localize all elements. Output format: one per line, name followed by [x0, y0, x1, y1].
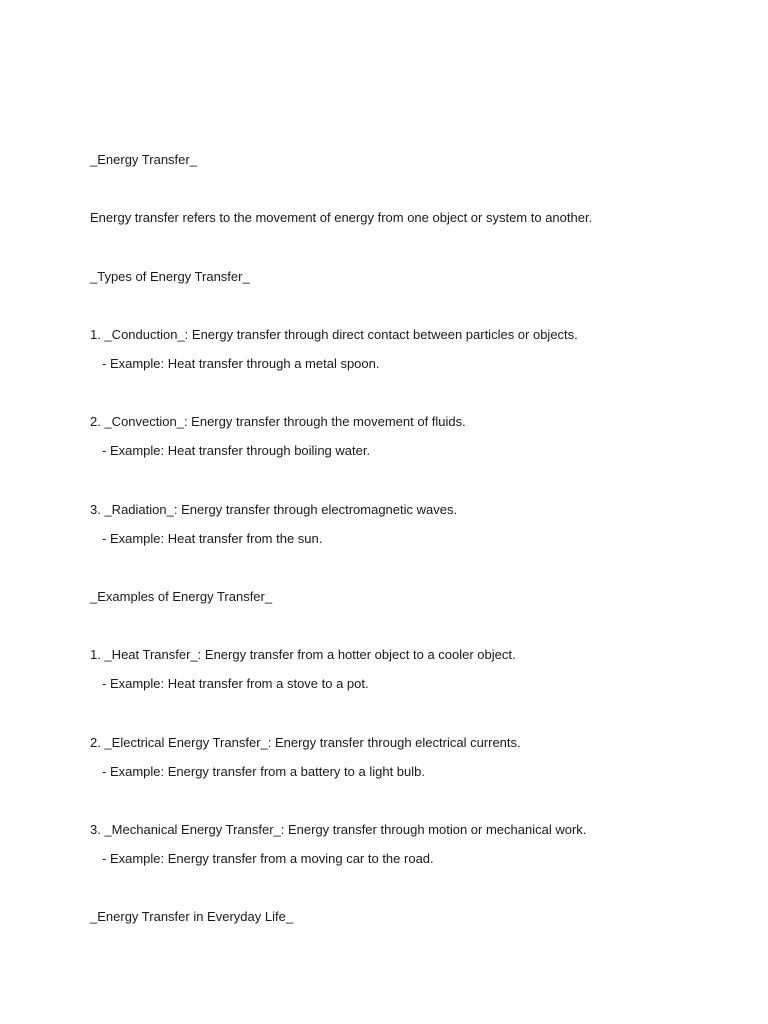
example-item-heat: 1. _Heat Transfer_: Energy transfer from a hotter object to a cooler object.	[90, 647, 516, 662]
type-item-conduction: 1. _Conduction_: Energy transfer through direct contact between particles or objects.	[90, 327, 578, 342]
type-example-convection: - Example: Heat transfer through boiling water.	[102, 443, 371, 458]
document-title: _Energy Transfer_	[90, 152, 197, 167]
types-heading: _Types of Energy Transfer_	[90, 269, 250, 284]
example-detail-electrical: - Example: Energy transfer from a battery to a light bulb.	[102, 764, 425, 779]
example-item-electrical: 2. _Electrical Energy Transfer_: Energy transfer through electrical currents.	[90, 735, 521, 750]
everyday-heading: _Energy Transfer in Everyday Life_	[90, 909, 294, 924]
type-item-convection: 2. _Convection_: Energy transfer through the movement of fluids.	[90, 414, 466, 429]
example-item-mechanical: 3. _Mechanical Energy Transfer_: Energy transfer through motion or mechanical work.	[90, 822, 587, 837]
type-item-radiation: 3. _Radiation_: Energy transfer through electromagnetic waves.	[90, 502, 458, 517]
examples-heading: _Examples of Energy Transfer_	[90, 589, 273, 604]
type-example-conduction: - Example: Heat transfer through a metal spoon.	[102, 356, 380, 371]
example-detail-heat: - Example: Heat transfer from a stove to a pot.	[102, 676, 369, 691]
example-detail-mechanical: - Example: Energy transfer from a moving car to the road.	[102, 851, 434, 866]
type-example-radiation: - Example: Heat transfer from the sun.	[102, 531, 323, 546]
intro-paragraph: Energy transfer refers to the movement of energy from one object or system to another.	[90, 210, 593, 225]
